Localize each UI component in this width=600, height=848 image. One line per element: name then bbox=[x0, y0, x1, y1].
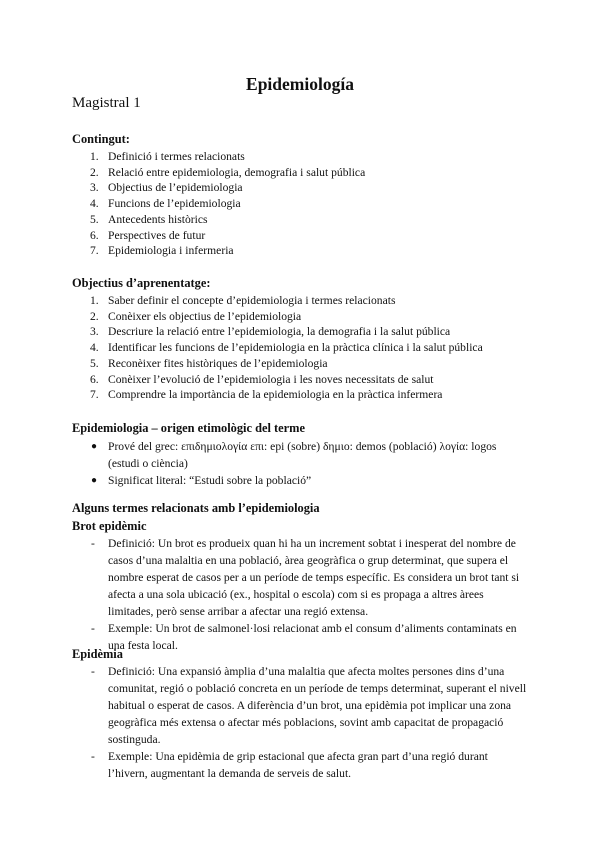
list-item: 4. Funcions de l’epidemiologia bbox=[90, 197, 241, 211]
list-item: - Definició: Un brot es produeix quan hi ha un increment sobtat i inesperat del nombre de casos d’una malaltia en una població, àrea geogràfica o grup determinat, que supera el nombre esperat de casos per a un període de temps específic. Es considera un brot tant si afecta a una sola ubicació (ex., hospital o escola) com si es propaga a altres àrees limitades, però sense arribar a afectar una regió extensa. bbox=[91, 537, 520, 618]
document-title: Epidemiología bbox=[246, 74, 354, 94]
list-item: 5. Reconèixer fites històriques de l’epidemiologia bbox=[90, 356, 328, 370]
list-item: 1. Saber definir el concepte d’epidemiologia i termes relacionats bbox=[90, 294, 396, 307]
list-item: 2. Conèixer els objectius de l’epidemiologia bbox=[90, 309, 302, 323]
origen-heading: Epidemiologia – origen etimològic del terme bbox=[72, 421, 305, 435]
epidemia-list bbox=[72, 663, 528, 782]
term-brot-epidemic: Brot epidèmic bbox=[72, 519, 147, 533]
list-item: 3. Descriure la relació entre l’epidemiologia, la demografia i la salut pública bbox=[90, 325, 451, 339]
list-item: ● Significat literal: “Estudi sobre la població” bbox=[91, 474, 312, 487]
list-item: - Definició: Una expansió àmplia d’una malaltia que afecta moltes persones dins d’una comunitat, regió o població concreta en un període de temps determinat, superant el nivell habitual o esperat de casos. A diferència d’un brot, una epidèmia pot implicar una zona geogràfica més extensa o afectar més poblacions, sovint amb capacitat de propagació sostinguda. bbox=[91, 665, 527, 746]
term-epidemia: Epidèmia bbox=[72, 647, 123, 661]
list-item: 5. Antecedents històrics bbox=[90, 212, 208, 226]
objectius-list bbox=[72, 293, 532, 403]
termes-heading: Alguns termes relacionats amb l’epidemiologia bbox=[72, 501, 320, 515]
brot-list bbox=[72, 535, 528, 654]
origen-list bbox=[72, 438, 528, 489]
contingut-list bbox=[72, 149, 532, 259]
list-item: - Exemple: Un brot de salmonel·losi relacionat amb el consum d’aliments contaminats en una festa local. bbox=[91, 622, 517, 652]
list-item: 3. Objectius de l’epidemiologia bbox=[90, 181, 243, 195]
list-item: 2. Relació entre epidemiologia, demografia i salut pública bbox=[90, 165, 366, 179]
list-item: 6. Conèixer l’evolució de l’epidemiologia i les noves necessitats de salut bbox=[90, 372, 434, 386]
list-item: 7. Comprendre la importància de la epidemiologia en la pràctica infermera bbox=[90, 388, 443, 402]
list-item: 4. Identificar les funcions de l’epidemiologia en la pràctica clínica i la salut pública bbox=[90, 341, 483, 355]
list-item: 6. Perspectives de futur bbox=[90, 228, 206, 242]
list-item: - Exemple: Una epidèmia de grip estacional que afecta gran part d’una regió durant l’hivern, augmentant la demanda de serveis de salut. bbox=[91, 750, 488, 780]
list-item: 7. Epidemiologia i infermeria bbox=[90, 244, 234, 258]
contingut-heading: Contingut: bbox=[72, 132, 130, 146]
document-subtitle: Magistral 1 bbox=[72, 95, 141, 111]
objectius-heading: Objectius d’aprenentatge: bbox=[72, 276, 211, 290]
list-item: ● Prové del grec: επιδημιολογία επι: epi (sobre) δημιο: demos (població) λογία: logos (estudi o ciència) bbox=[91, 440, 497, 470]
list-item: 1. Definició i termes relacionats bbox=[90, 150, 245, 163]
